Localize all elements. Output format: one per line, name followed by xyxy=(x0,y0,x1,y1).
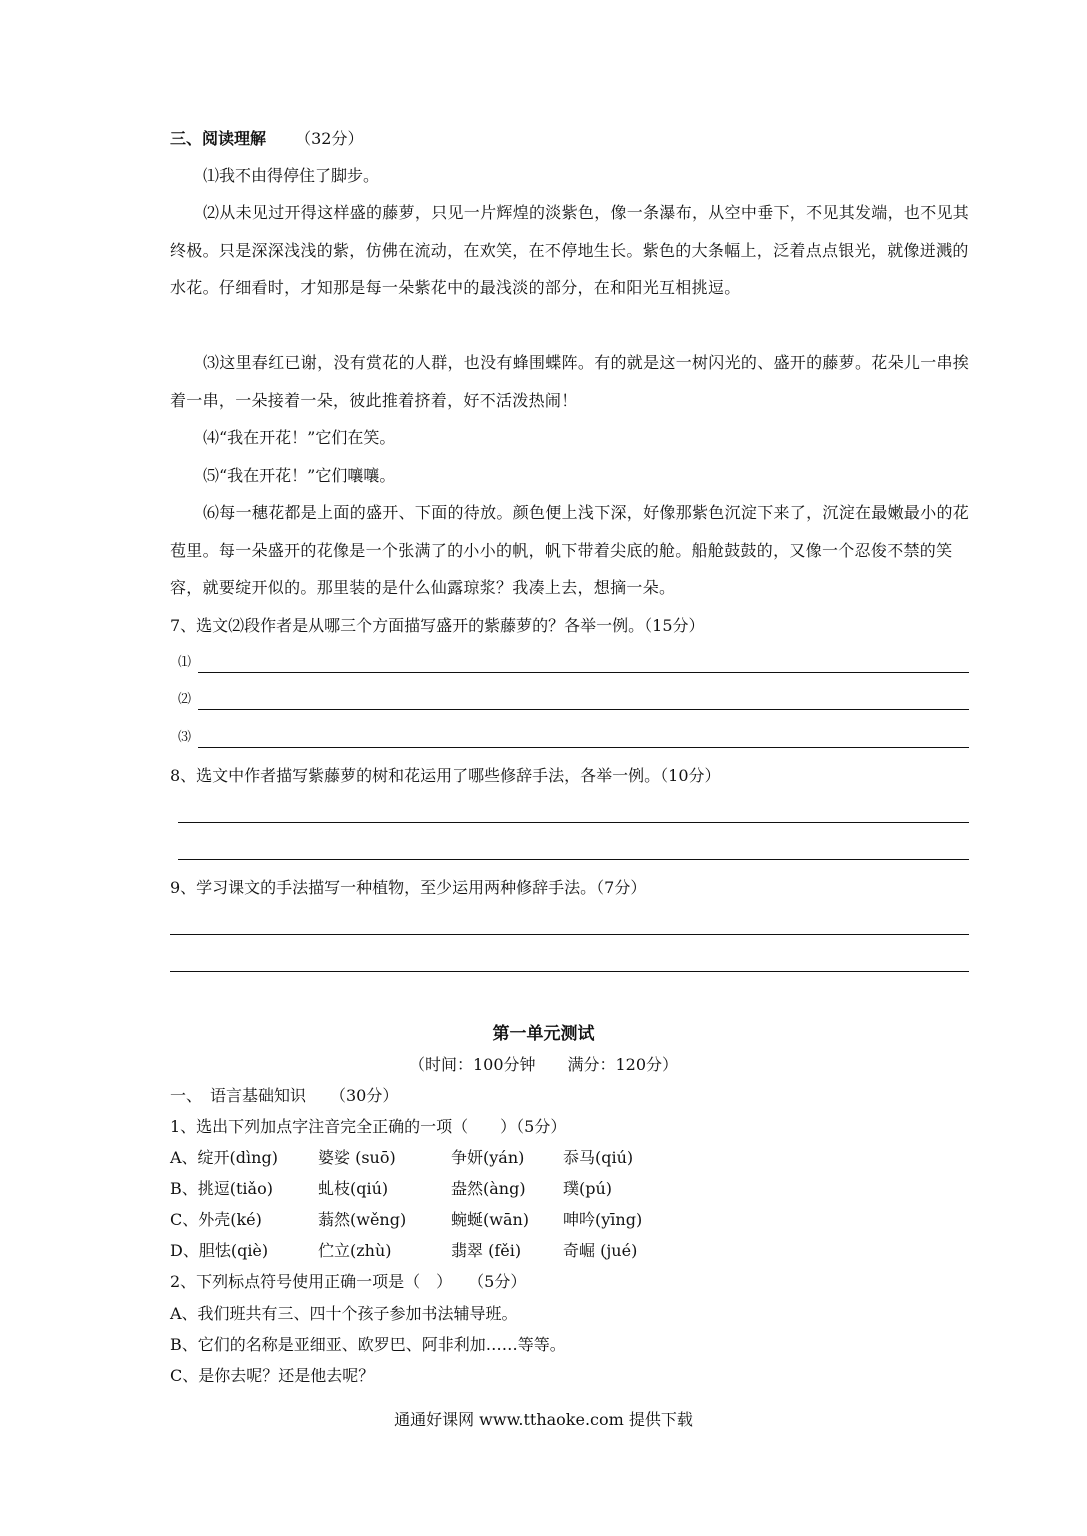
q1-option-a-3: 争妍(yán) xyxy=(451,1148,525,1167)
q2-option-a: A、我们班共有三、四十个孩子参加书法辅导班。 xyxy=(170,1304,518,1323)
section-1-heading: 一、 语言基础知识 （30分） xyxy=(170,1086,399,1105)
q1-option-a-2: 婆娑 (suō) xyxy=(318,1148,396,1167)
reading-heading-score: （32分） xyxy=(295,129,364,148)
q2-option-c: C、是你去呢？还是他去呢？ xyxy=(170,1366,375,1385)
q1-option-c-1: C、外壳(ké) xyxy=(170,1210,262,1229)
q1-option-d-2: 伫立(zhù) xyxy=(318,1241,392,1260)
q1-option-c-2: 蓊然(wěng) xyxy=(318,1210,407,1229)
answer-label-1: ⑴ xyxy=(178,655,192,670)
question-2: 2、下列标点符号使用正确一项是（ ） （5分） xyxy=(170,1272,527,1291)
q1-option-b-3: 盎然(àng) xyxy=(451,1179,526,1198)
q1-option-c-3: 蜿蜒(wān) xyxy=(451,1210,530,1229)
q1-option-b-4: 璞(pú) xyxy=(563,1179,613,1198)
q1-option-d-3: 翡翠 (fěi) xyxy=(451,1241,522,1260)
answer-line-1[interactable] xyxy=(198,672,969,673)
q1-option-b-2: 虬枝(qiú) xyxy=(318,1179,389,1198)
question-9: 9、学习课文的手法描写一种植物，至少运用两种修辞手法。（7分） xyxy=(170,878,647,897)
q1-option-d-1: D、胆怯(qiè) xyxy=(170,1241,269,1260)
answer-label-3: ⑶ xyxy=(178,730,192,745)
answer-line-q9-1[interactable] xyxy=(170,934,969,935)
q2-option-b: B、它们的名称是亚细亚、欧罗巴、阿非利加……等等。 xyxy=(170,1335,566,1354)
paragraph-2: ⑵从未见过开得这样盛的藤萝，只见一片辉煌的淡紫色，像一条瀑布，从空中垂下，不见其发端，也不见其终极。只是深深浅浅的紫，仿佛在流动，在欢笑，在不停地生长。紫色的大条幅上，泛着点点银光，就像迸溅的水花。仔细看时，才知那是每一朵紫花中的最浅淡的部分，在和阳光互相挑逗。 xyxy=(170,203,970,297)
paragraph-3: ⑶这里春红已谢，没有赏花的人群，也没有蜂围蝶阵。有的就是这一树闪光的、盛开的藤萝。花朵儿一串挨着一串，一朵接着一朵，彼此推着挤着，好不活泼热闹！ xyxy=(170,353,970,410)
question-8: 8、选文中作者描写紫藤萝的树和花运用了哪些修辞手法，各举一例。（10分） xyxy=(170,766,721,785)
paragraph-1: ⑴我不由得停住了脚步。 xyxy=(203,166,380,185)
question-1: 1、选出下列加点字注音完全正确的一项（ ）（5分） xyxy=(170,1117,567,1136)
paragraph-4: ⑷“我在开花！”它们在笑。 xyxy=(203,428,396,447)
q1-option-a-1: A、绽开(dìng) xyxy=(170,1148,278,1167)
q1-option-d-4: 奇崛 (jué) xyxy=(563,1241,638,1260)
q1-option-b-1: B、挑逗(tiǎo) xyxy=(170,1179,273,1198)
answer-line-q8-2[interactable] xyxy=(178,859,969,860)
question-7: 7、选文⑵段作者是从哪三个方面描写盛开的紫藤萝的？各举一例。（15分） xyxy=(170,616,705,635)
answer-line-3[interactable] xyxy=(198,747,969,748)
answer-line-2[interactable] xyxy=(198,709,969,710)
q1-option-c-4: 呻吟(yīng) xyxy=(563,1210,643,1229)
reading-heading: 三、阅读理解 xyxy=(170,129,267,148)
q1-option-a-4: 忝马(qiú) xyxy=(563,1148,634,1167)
paragraph-6: ⑹每一穗花都是上面的盛开、下面的待放。颜色便上浅下深，好像那紫色沉淀下来了，沉淀在最嫩最小的花苞里。每一朵盛开的花像是一个张满了的小小的帆，帆下带着尖底的舱。船舱鼓鼓的，又像一个忍俊不禁的笑容，就要绽开似的。那里装的是什么仙露琼浆？我凑上去，想摘一朵。 xyxy=(170,503,970,597)
page-footer: 通通好课网 www.tthaoke.com 提供下载 xyxy=(394,1410,693,1429)
answer-line-q8-1[interactable] xyxy=(178,822,969,823)
paragraph-5: ⑸“我在开花！”它们嚷嚷。 xyxy=(203,466,396,485)
test-title: 第一单元测试 xyxy=(492,1024,595,1044)
test-subtitle: （时间：100分钟 满分：120分） xyxy=(408,1055,679,1074)
answer-line-q9-2[interactable] xyxy=(170,971,969,972)
reading-heading-line xyxy=(170,128,363,150)
answer-label-2: ⑵ xyxy=(178,692,192,707)
